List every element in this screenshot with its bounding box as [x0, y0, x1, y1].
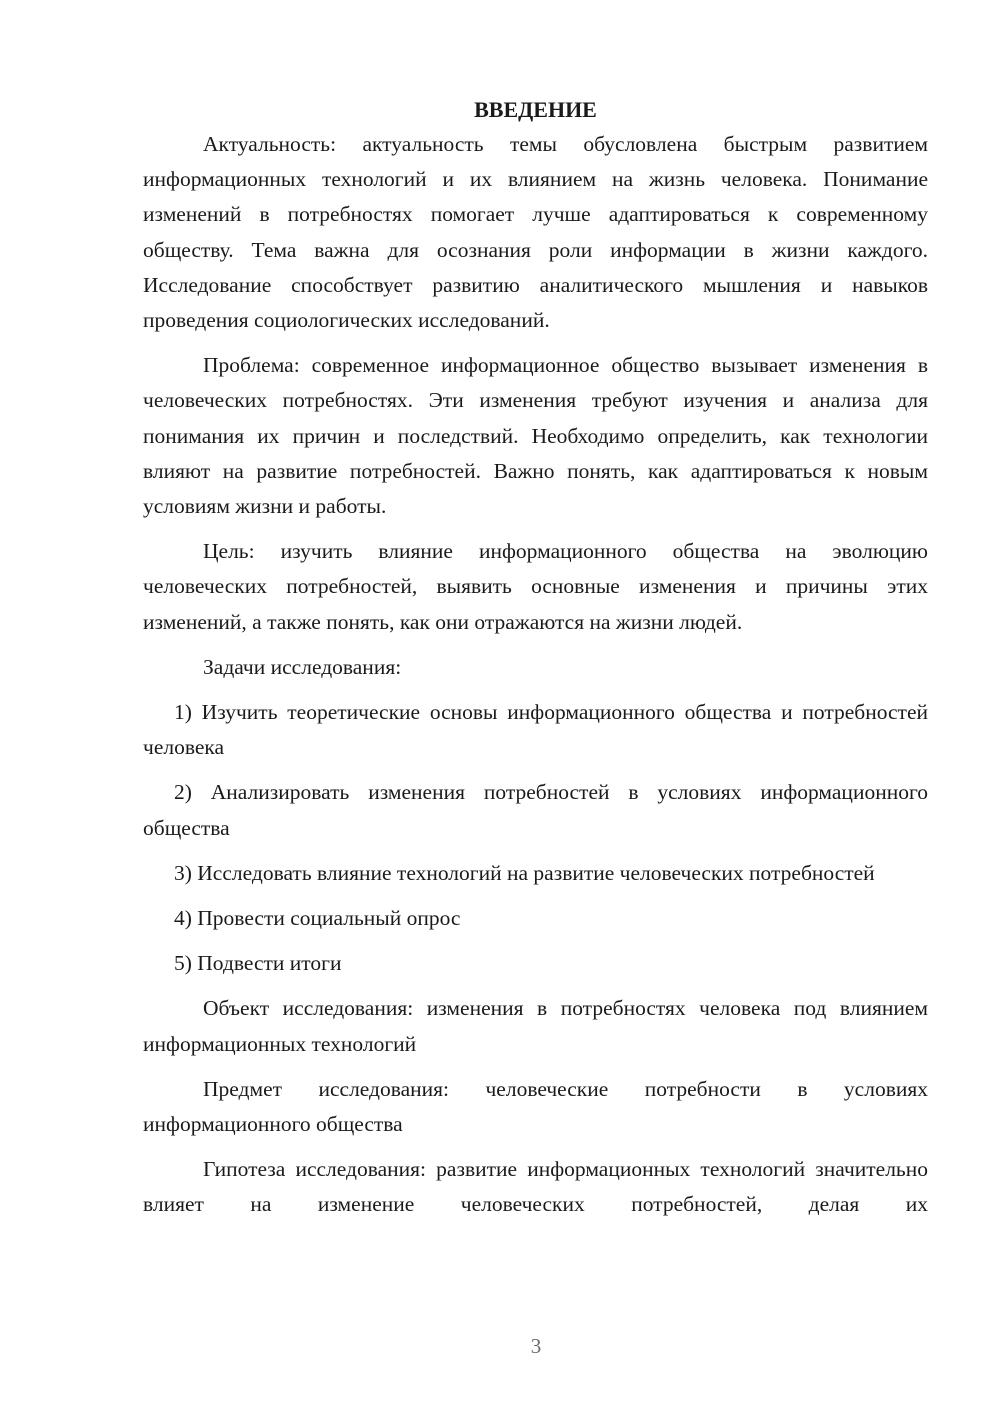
task-item: 1) Изучить теоретические основы информационного общества и потребностей человека: [143, 700, 928, 760]
hypothesis-paragraph: Гипотеза исследования: развитие информационных технологий значительно влияет на изменение человеческих потребностей, делая их: [143, 1157, 928, 1217]
tasks-title: Задачи исследования:: [203, 654, 402, 679]
problem-paragraph: Проблема: современное информационное общество вызывает изменения в человеческих потребностях. Эти изменения требуют изучения и анализа для понимания их причин и последствий. Необходимо определить, как технологии влияют на развитие потребностей. Важно понять, как адаптироваться к новым условиям жизни и работы.: [143, 353, 928, 519]
subject-paragraph: Предмет исследования: человеческие потребности в условиях информационного общества: [143, 1076, 928, 1137]
task-item: 2) Анализировать изменения потребностей в условиях информационного общества: [143, 780, 928, 840]
document-page: [143, 94, 928, 1233]
task-item: 5) Подвести итоги: [174, 951, 342, 976]
page-number: 3: [530, 1334, 542, 1358]
goal-paragraph: Цель: изучить влияние информационного общества на эволюцию человеческих потребностей, выявить основные изменения и причины этих изменений, а также понять, как они отражаются на жизни людей.: [143, 539, 928, 634]
section-heading: ВВЕДЕНИЕ: [474, 97, 597, 122]
object-paragraph: Объект исследования: изменения в потребностях человека под влиянием информационных технологий: [143, 996, 928, 1056]
relevance-paragraph: Актуальность: актуальность темы обусловлена быстрым развитием информационных технологий и их влиянием на жизнь человека. Понимание изменений в потребностях помогает лучше адаптироваться к современному обществу. Тема важна для осознания роли информации в жизни каждого. Исследование способствует развитию аналитического мышления и навыков проведения социологических исследований.: [143, 132, 928, 333]
task-item: 3) Исследовать влияние технологий на развитие человеческих потребностей: [174, 860, 875, 885]
task-item: 4) Провести социальный опрос: [174, 906, 461, 931]
